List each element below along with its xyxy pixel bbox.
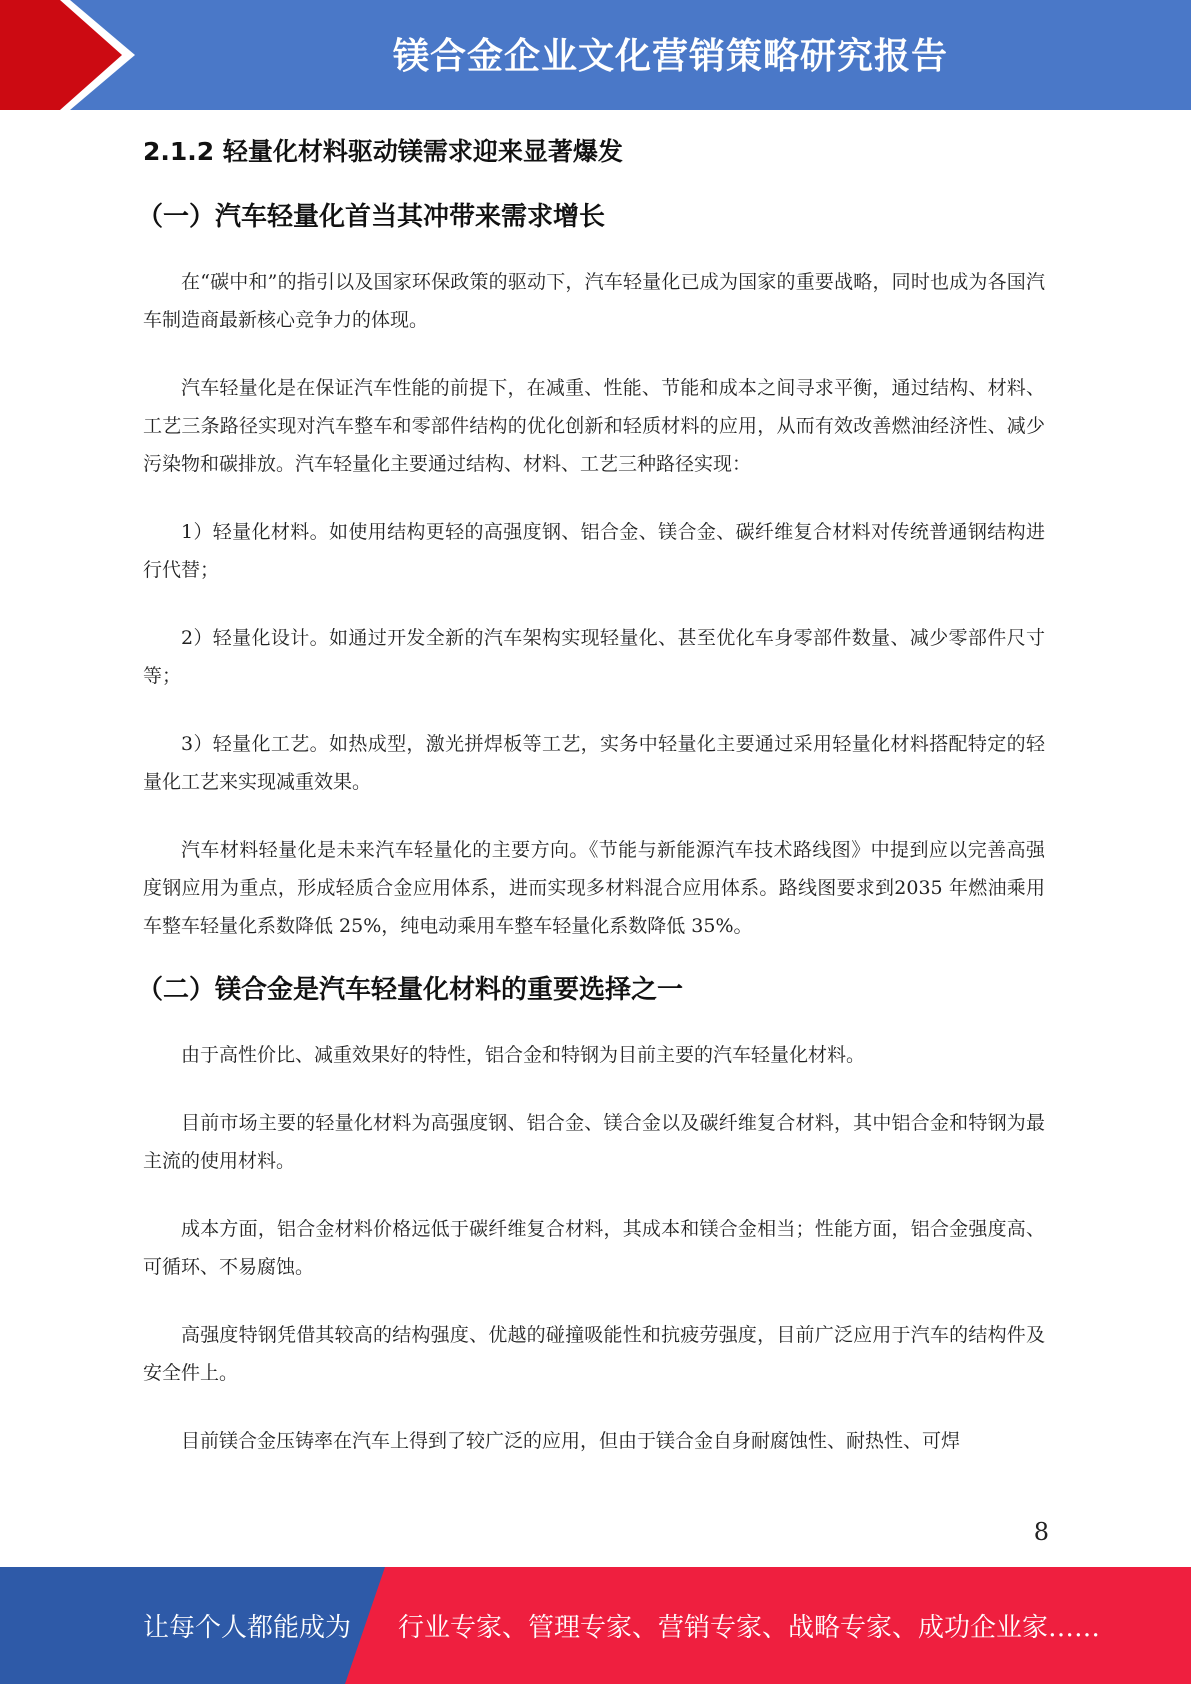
- paragraph: 汽车轻量化是在保证汽车性能的前提下，在减重、性能、节能和成本之间寻求平衡，通过结构、材料、工艺三条路径实现对汽车整车和零部件结构的优化创新和轻质材料的应用，从而有效改善燃油经济性、减少污染物和碳排放。汽车轻量化主要通过结构、材料、工艺三种路径实现：: [143, 377, 1045, 475]
- paragraph: 成本方面，铝合金材料价格远低于碳纤维复合材料，其成本和镁合金相当；性能方面，铝合金强度高、可循环、不易腐蚀。: [143, 1218, 1045, 1278]
- page-footer: [0, 1567, 1191, 1684]
- page-content: [137, 128, 1045, 1490]
- paragraph: 由于高性价比、减重效果好的特性，铝合金和特钢为目前主要的汽车轻量化材料。: [181, 1044, 866, 1066]
- report-title: 镁合金企业文化营销策略研究报告: [392, 36, 948, 77]
- paragraph: 2）轻量化设计。如通过开发全新的汽车架构实现轻量化、甚至优化车身零部件数量、减少零部件尺寸等；: [143, 627, 1045, 687]
- footer-slogan-right: 行业专家、管理专家、营销专家、战略专家、成功企业家……: [398, 1613, 1101, 1643]
- paragraph: 3）轻量化工艺。如热成型，激光拼焊板等工艺，实务中轻量化主要通过采用轻量化材料搭配特定的轻量化工艺来实现减重效果。: [143, 733, 1045, 793]
- page-header: [0, 0, 1191, 110]
- subsection-heading-2: （二）镁合金是汽车轻量化材料的重要选择之一: [137, 975, 684, 1005]
- paragraph: 目前市场主要的轻量化材料为高强度钢、铝合金、镁合金以及碳纤维复合材料，其中铝合金和特钢为最主流的使用材料。: [143, 1112, 1045, 1172]
- subsection-heading-1: （一）汽车轻量化首当其冲带来需求增长: [137, 202, 606, 232]
- footer-slogan-left: 让每个人都能成为: [143, 1613, 352, 1643]
- paragraph: 目前镁合金压铸率在汽车上得到了较广泛的应用，但由于镁合金自身耐腐蚀性、耐热性、可焊: [181, 1430, 961, 1452]
- section-heading: 2.1.2 轻量化材料驱动镁需求迎来显著爆发: [143, 137, 623, 166]
- paragraph: 在“碳中和”的指引以及国家环保政策的驱动下，汽车轻量化已成为国家的重要战略，同时也成为各国汽车制造商最新核心竞争力的体现。: [143, 271, 1045, 331]
- paragraph: 1）轻量化材料。如使用结构更轻的高强度钢、铝合金、镁合金、碳纤维复合材料对传统普通钢结构进行代替；: [143, 521, 1045, 581]
- paragraph: 汽车材料轻量化是未来汽车轻量化的主要方向。《节能与新能源汽车技术路线图》中提到应以完善高强度钢应用为重点，形成轻质合金应用体系，进而实现多材料混合应用体系。路线图要求到2035 年燃油乘用车整车轻量化系数降低 25%，纯电动乘用车整车轻量化系数降低 35%。: [143, 839, 1045, 937]
- paragraph: 高强度特钢凭借其较高的结构强度、优越的碰撞吸能性和抗疲劳强度，目前广泛应用于汽车的结构件及安全件上。: [143, 1324, 1045, 1384]
- header-arrow-decoration: [0, 0, 160, 110]
- page-number: 8: [1033, 1518, 1049, 1546]
